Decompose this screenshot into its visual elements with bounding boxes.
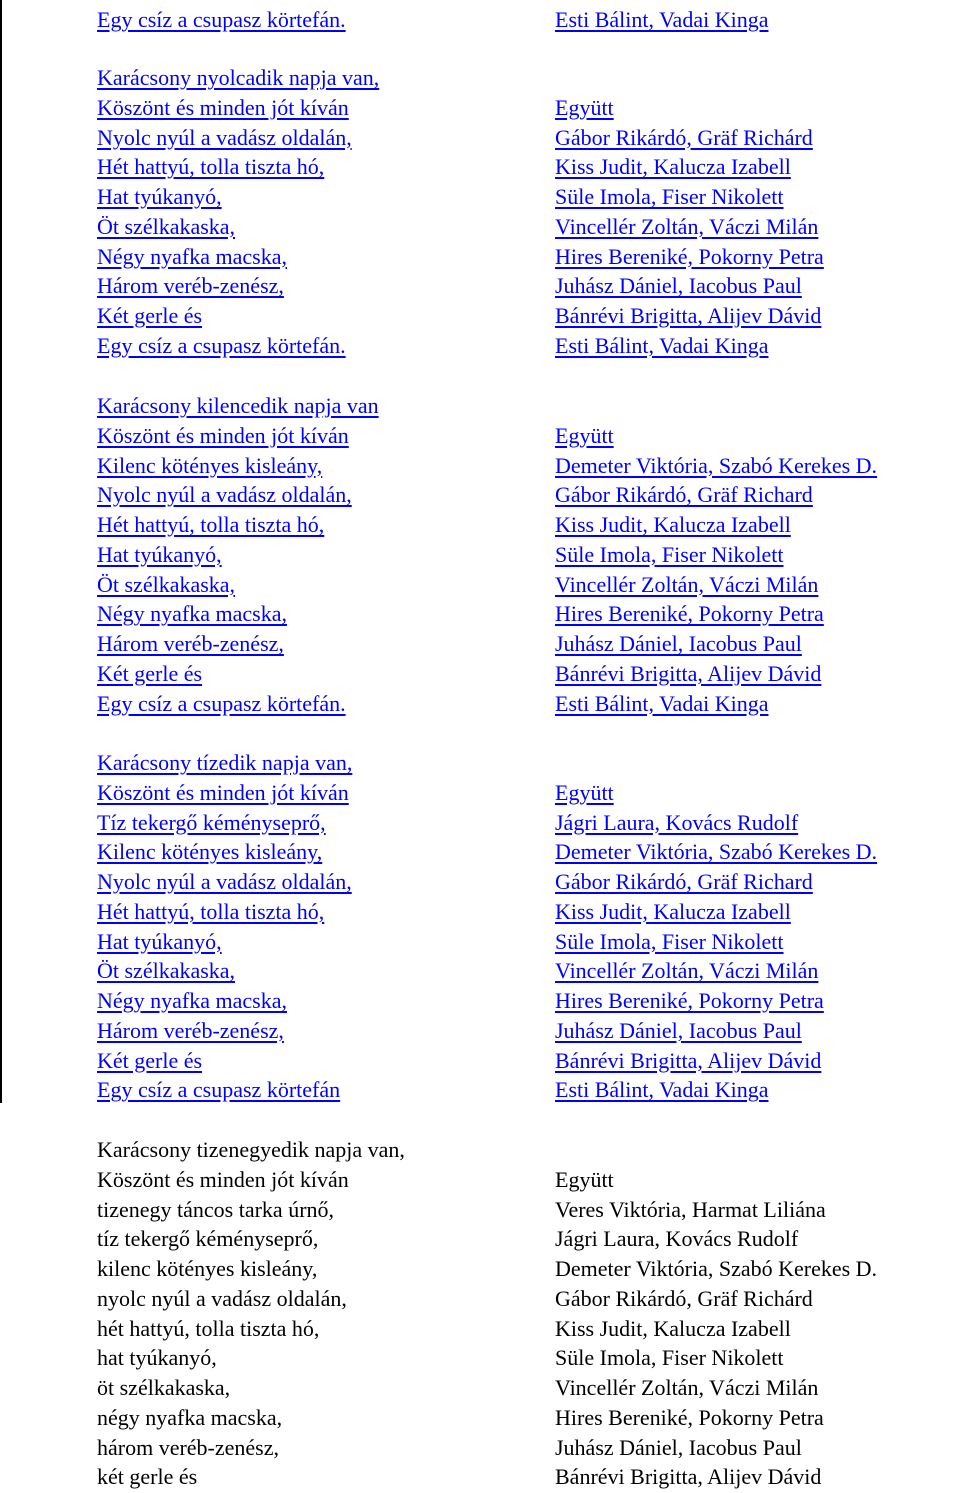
- stanza: [97, 1135, 960, 1492]
- verse-line: [97, 152, 960, 182]
- stanza: [97, 391, 960, 718]
- performer-names: Vincellér Zoltán, Váczi Milán: [555, 958, 819, 984]
- verse-text: Két gerle és: [97, 660, 203, 686]
- verse-line: [97, 1254, 960, 1284]
- verse-line: [97, 123, 960, 153]
- verse-text: öt szélkakaska,: [97, 1375, 231, 1400]
- verse-text: Hét hattyú, tolla tiszta hó,: [97, 154, 325, 180]
- verse-line: [97, 540, 960, 570]
- performer-names: Vincellér Zoltán, Váczi Milán: [555, 571, 819, 597]
- verse-text: Nyolc nyúl a vadász oldalán,: [97, 482, 352, 508]
- verse-line: [97, 1403, 960, 1433]
- verse-text: Négy nyafka macska,: [97, 243, 287, 269]
- performer-names: Együtt: [555, 422, 614, 448]
- performer-names: Demeter Viktória, Szabó Kerekes D.: [555, 452, 878, 478]
- performer-names: Jágri Laura, Kovács Rudolf: [555, 1226, 799, 1252]
- verse-text: Karácsony nyolcadik napja van,: [97, 65, 380, 90]
- performer-names: Süle Imola, Fiser Nikolett: [555, 928, 784, 954]
- verse-line: [97, 629, 960, 659]
- performer-names: Esti Bálint, Vadai Kinga: [555, 7, 769, 32]
- verse-line: [97, 1046, 960, 1076]
- stanza: [97, 63, 960, 361]
- verse-text: két gerle és: [97, 1464, 198, 1490]
- verse-line: [97, 271, 960, 301]
- verse-text: hat tyúkanyó,: [97, 1345, 217, 1371]
- verse-line: [97, 956, 960, 986]
- verse-text: Hat tyúkanyó,: [97, 928, 222, 954]
- verse-line: [97, 927, 960, 957]
- performer-names: Gábor Rikárdó, Gräf Richárd: [555, 1285, 813, 1311]
- verse-text: Karácsony tízedik napja van,: [97, 750, 353, 775]
- performer-names: Együtt: [555, 94, 614, 120]
- verse-line: [97, 659, 960, 689]
- verse-text: Két gerle és: [97, 1047, 203, 1073]
- performer-names: Hires Bereniké, Pokorny Petra: [555, 601, 824, 627]
- performer-names: Süle Imola, Fiser Nikolett: [555, 1345, 784, 1371]
- verse-text: Tíz tekergő kéményseprő,: [97, 809, 326, 835]
- verse-text: Kilenc kötényes kisleány,: [97, 452, 323, 478]
- performer-names: Juhász Dániel, Iacobus Paul: [555, 631, 802, 656]
- performer-names: Demeter Viktória, Szabó Kerekes D.: [555, 1256, 878, 1281]
- verse-text: Hat tyúkanyó,: [97, 541, 222, 567]
- verse-line: [97, 331, 960, 361]
- verse-line: [97, 1165, 960, 1195]
- performer-names: Együtt: [555, 779, 614, 805]
- verse-text: Hat tyúkanyó,: [97, 184, 222, 209]
- performer-names: Vincellér Zoltán, Váczi Milán: [555, 213, 819, 239]
- verse-line: [97, 1135, 960, 1165]
- verse-line: [97, 1373, 960, 1403]
- performer-names: Bánrévi Brigitta, Alijev Dávid: [555, 303, 822, 328]
- verse-text: hét hattyú, tolla tiszta hó,: [97, 1315, 320, 1341]
- verse-text: Kilenc kötényes kisleány,: [97, 839, 323, 865]
- verse-line: [97, 1284, 960, 1314]
- performer-names: Hires Bereniké, Pokorny Petra: [555, 988, 824, 1013]
- performer-names: Bánrévi Brigitta, Alijev Dávid: [555, 660, 822, 686]
- verse-text: Köszönt és minden jót kíván: [97, 1166, 349, 1192]
- performer-names: Kiss Judit, Kalucza Izabell: [555, 1315, 791, 1341]
- verse-text: Öt szélkakaska,: [97, 958, 236, 984]
- performer-names: Jágri Laura, Kovács Rudolf: [555, 809, 799, 835]
- verse-line: [97, 837, 960, 867]
- verse-line: [97, 451, 960, 481]
- verse-text: Öt szélkakaska,: [97, 213, 236, 239]
- performer-names: Süle Imola, Fiser Nikolett: [555, 184, 784, 209]
- verse-line: [97, 778, 960, 808]
- verse-text: Köszönt és minden jót kíván: [97, 779, 349, 805]
- verse-line: [97, 1433, 960, 1463]
- verse-line: [97, 212, 960, 242]
- performer-names: Demeter Viktória, Szabó Kerekes D.: [555, 839, 878, 865]
- verse-line: [97, 689, 960, 719]
- performer-names: Veres Viktória, Harmat Liliána: [555, 1196, 826, 1222]
- verse-line: [97, 1224, 960, 1254]
- verse-text: Három veréb-zenész,: [97, 1017, 284, 1043]
- verse-line: [97, 1462, 960, 1492]
- verse-text: Négy nyafka macska,: [97, 988, 287, 1013]
- verse-line: [97, 93, 960, 123]
- performer-names: Hires Bereniké, Pokorny Petra: [555, 243, 824, 269]
- verse-text: tizenegy táncos tarka úrnő,: [97, 1196, 335, 1222]
- performer-names: Kiss Judit, Kalucza Izabell: [555, 154, 791, 180]
- performer-names: Juhász Dániel, Iacobus Paul: [555, 273, 802, 299]
- performer-names: Juhász Dániel, Iacobus Paul: [555, 1434, 802, 1460]
- verse-line: [97, 599, 960, 629]
- verse-text: négy nyafka macska,: [97, 1404, 283, 1430]
- performer-names: Gábor Rikárdó, Gräf Richard: [555, 482, 813, 508]
- verse-text: Egy csíz a csupasz körtefán.: [97, 7, 346, 32]
- performer-names: Hires Bereniké, Pokorny Petra: [555, 1404, 824, 1430]
- verse-line: [97, 421, 960, 451]
- verse-text: Egy csíz a csupasz körtefán: [97, 1077, 341, 1103]
- verse-line: [97, 63, 960, 93]
- left-margin-rule: [0, 0, 2, 1103]
- verse-text: nyolc nyúl a vadász oldalán,: [97, 1285, 347, 1311]
- performer-names: Kiss Judit, Kalucza Izabell: [555, 898, 791, 924]
- performer-names: Gábor Rikárdó, Gräf Richárd: [555, 124, 813, 150]
- performer-names: Esti Bálint, Vadai Kinga: [555, 332, 769, 358]
- verse-line: [97, 570, 960, 600]
- verse-text: Három veréb-zenész,: [97, 273, 284, 299]
- verse-text: Köszönt és minden jót kíván: [97, 94, 349, 120]
- verse-line: [97, 480, 960, 510]
- performer-names: Kiss Judit, Kalucza Izabell: [555, 512, 791, 537]
- performer-names: Vincellér Zoltán, Váczi Milán: [555, 1375, 819, 1400]
- verse-text: Nyolc nyúl a vadász oldalán,: [97, 869, 352, 894]
- verse-text: Egy csíz a csupasz körtefán.: [97, 690, 346, 716]
- verse-text: Karácsony kilencedik napja van: [97, 393, 379, 418]
- performer-names: Esti Bálint, Vadai Kinga: [555, 690, 769, 716]
- performer-names: Juhász Dániel, Iacobus Paul: [555, 1017, 802, 1043]
- verse-text: Nyolc nyúl a vadász oldalán,: [97, 124, 352, 150]
- performer-names: Süle Imola, Fiser Nikolett: [555, 541, 784, 567]
- performer-names: Együtt: [555, 1166, 614, 1192]
- verse-line: [97, 1343, 960, 1373]
- verse-text: tíz tekergő kéményseprő,: [97, 1226, 319, 1252]
- verse-line: [97, 510, 960, 540]
- verse-line: [97, 182, 960, 212]
- verse-text: Hét hattyú, tolla tiszta hó,: [97, 898, 325, 924]
- verse-text: Két gerle és: [97, 303, 203, 328]
- verse-line: [97, 242, 960, 272]
- verse-text: Karácsony tizenegyedik napja van,: [97, 1137, 405, 1162]
- verse-line: [97, 301, 960, 331]
- verse-line: [97, 748, 960, 778]
- verse-line: [97, 986, 960, 1016]
- performer-names: Esti Bálint, Vadai Kinga: [555, 1077, 769, 1103]
- verse-line: [97, 1195, 960, 1225]
- verse-text: Öt szélkakaska,: [97, 571, 236, 597]
- verse-text: Négy nyafka macska,: [97, 601, 287, 627]
- verse-line: [97, 1075, 960, 1105]
- verse-line: [97, 808, 960, 838]
- verse-text: Három veréb-zenész,: [97, 631, 284, 656]
- performer-names: Bánrévi Brigitta, Alijev Dávid: [555, 1464, 822, 1490]
- verse-text: kilenc kötényes kisleány,: [97, 1256, 318, 1281]
- verse-text: Hét hattyú, tolla tiszta hó,: [97, 512, 325, 537]
- verse-text: Egy csíz a csupasz körtefán.: [97, 332, 346, 358]
- verse-line: [97, 897, 960, 927]
- verse-line: [97, 1016, 960, 1046]
- verse-line: [97, 391, 960, 421]
- performer-names: Gábor Rikárdó, Gräf Richard: [555, 869, 813, 894]
- verse-text: Köszönt és minden jót kíván: [97, 422, 349, 448]
- verse-line: [97, 867, 960, 897]
- stanza: [97, 748, 960, 1105]
- performer-names: Bánrévi Brigitta, Alijev Dávid: [555, 1047, 822, 1073]
- verse-text: három veréb-zenész,: [97, 1434, 280, 1460]
- verse-line: [97, 1314, 960, 1344]
